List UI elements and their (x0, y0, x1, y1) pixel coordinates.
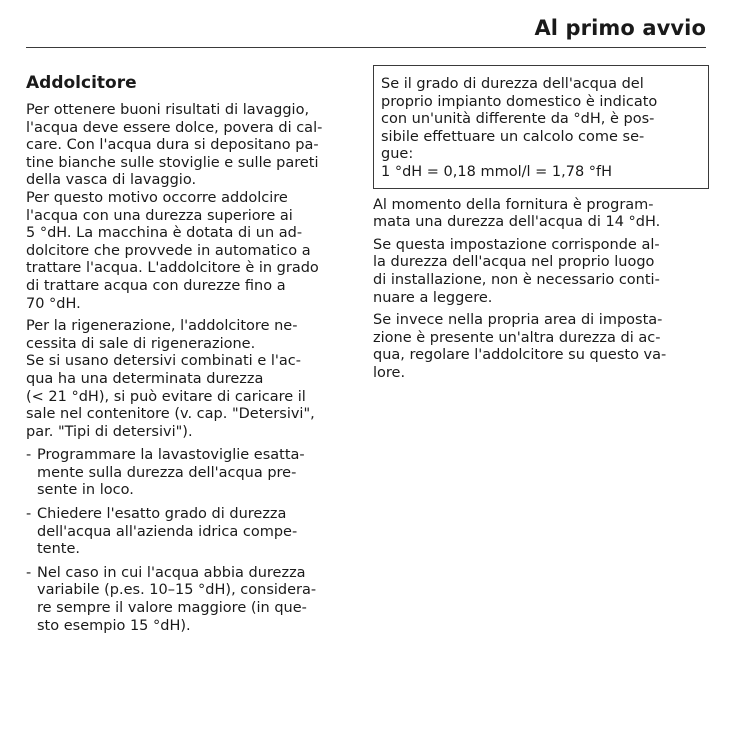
text-line: della vasca di lavaggio. (26, 172, 197, 189)
page-title: Al primo avvio (534, 16, 706, 40)
text-line: par. "Tipi di detersivi"). (26, 423, 193, 440)
text-line: cessita di sale di rigenerazione. (26, 335, 256, 352)
text-line: Per la rigenerazione, l'addolcitore ne- (26, 318, 298, 335)
instruction-list (26, 447, 362, 635)
text-line: 5 °dH. La macchina è dotata di un ad- (26, 225, 303, 242)
text-line: tine bianche sulle stoviglie e sulle pareti (26, 154, 319, 171)
conversion-formula: 1 °dH = 0,18 mmol/l = 1,78 °fH (381, 163, 613, 180)
list-item (26, 506, 362, 559)
bullet-marker: - (26, 506, 32, 523)
text-line: dolcitore che provvede in automatico a (26, 242, 311, 259)
text-line: lore. (373, 364, 406, 381)
text-line: con un'unità differente da °dH, è pos- (381, 111, 655, 128)
list-item (26, 565, 362, 635)
bullet-marker: - (26, 447, 32, 464)
text-line: Se il grado di durezza dell'acqua del (381, 76, 644, 92)
text-line: dell'acqua all'azienda idrica compe- (37, 523, 298, 540)
text-line: la durezza dell'acqua nel proprio luogo (373, 254, 655, 271)
text-line: proprio impianto domestico è indicato (381, 93, 658, 110)
text-line: di trattare acqua con durezze fino a (26, 277, 286, 294)
text-line: Per ottenere buoni risultati di lavaggio, (26, 102, 310, 118)
text-line: sibile effettuare un calcolo come se- (381, 128, 645, 145)
text-line: re sempre il valore maggiore (in que- (37, 600, 307, 617)
text-line: (< 21 °dH), si può evitare di caricare il (26, 388, 306, 405)
right-column (373, 65, 709, 383)
adjust-paragraph (373, 312, 709, 382)
text-line: sale nel contenitore (v. cap. "Detersivi", (26, 406, 315, 423)
delivery-paragraph (373, 197, 709, 232)
setting-match-paragraph (373, 237, 709, 307)
text-line: l'acqua deve essere dolce, povera di cal- (26, 119, 323, 136)
conversion-note-box (373, 65, 709, 189)
text-line: Chiedere l'esatto grado di durezza (37, 506, 287, 523)
text-line: zione è presente un'altra durezza di ac- (373, 329, 661, 346)
regeneration-paragraph (26, 318, 362, 441)
text-line: trattare l'acqua. L'addolcitore è in grado (26, 260, 319, 277)
text-line: sto esempio 15 °dH). (37, 617, 191, 634)
left-column (26, 72, 362, 641)
text-line: tente. (37, 541, 81, 558)
section-heading: Addolcitore (26, 73, 137, 93)
intro-paragraph (26, 102, 362, 313)
text-line: mente sulla durezza dell'acqua pre- (37, 464, 297, 481)
text-line: 70 °dH. (26, 295, 81, 312)
text-line: Nel caso in cui l'acqua abbia durezza (37, 564, 306, 581)
text-line: Se invece nella propria area di imposta- (373, 312, 663, 329)
text-line: mata una durezza dell'acqua di 14 °dH. (373, 214, 661, 231)
text-line: Se questa impostazione corrisponde al- (373, 236, 660, 253)
text-line: qua, regolare l'addolcitore su questo va- (373, 347, 667, 364)
text-line: nuare a leggere. (373, 289, 493, 306)
text-line: variabile (p.es. 10–15 °dH), considera- (37, 582, 317, 599)
text-line: Per questo motivo occorre addolcire (26, 189, 288, 206)
text-line: care. Con l'acqua dura si depositano pa- (26, 137, 319, 154)
text-line: sente in loco. (37, 482, 134, 499)
text-line: Al momento della fornitura è program- (373, 196, 654, 213)
list-item (26, 447, 362, 500)
text-line: qua ha una determinata durezza (26, 370, 264, 387)
text-line: Programmare la lavastoviglie esatta- (37, 447, 305, 464)
text-line: l'acqua con una durezza superiore ai (26, 207, 293, 224)
text-line: Se si usano detersivi combinati e l'ac- (26, 353, 301, 370)
bullet-marker: - (26, 564, 32, 581)
text-line: gue: (381, 146, 414, 163)
page-header (26, 16, 706, 48)
text-line: di installazione, non è necessario conti- (373, 271, 660, 288)
